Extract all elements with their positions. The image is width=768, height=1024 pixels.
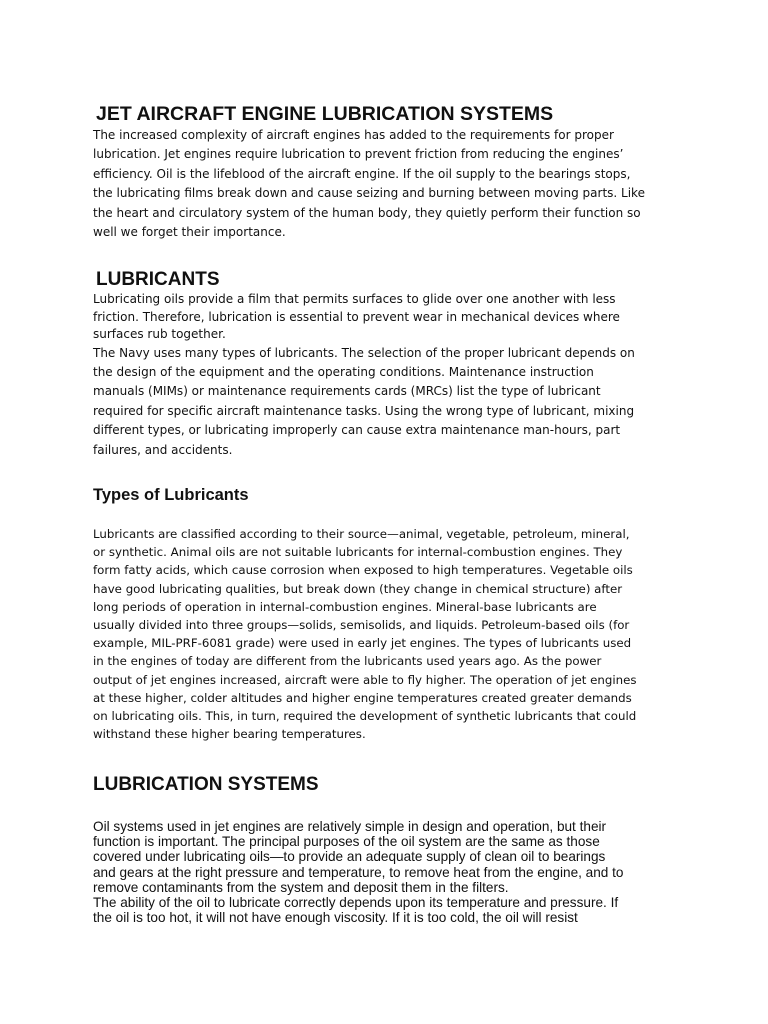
- text-line: well we forget their importance.: [93, 225, 286, 240]
- section-title-lubricants: LUBRICANTS: [96, 269, 220, 290]
- text-line: example, MIL-PRF-6081 grade) were used in early jet engines. The types of lubricants used: [93, 636, 632, 651]
- text-line: Lubricants are classified according to their source—animal, vegetable, petroleum, mineral,: [93, 527, 630, 541]
- text-line: the lubricating films break down and cause seizing and burning between moving parts. Like: [93, 186, 645, 201]
- text-line: and gears at the right pressure and temperature, to remove heat from the engine, and to: [93, 864, 624, 880]
- text-line: friction. Therefore, lubrication is essential to prevent wear in mechanical devices where: [93, 309, 620, 324]
- text-line: The ability of the oil to lubricate correctly depends upon its temperature and pressure. If: [93, 895, 619, 911]
- text-line: Lubricating oils provide a film that permits surfaces to glide over one another with less: [93, 292, 616, 306]
- text-line: The Navy uses many types of lubricants. The selection of the proper lubricant depends on: [93, 345, 635, 360]
- paragraph-types-of-lubricants: [93, 525, 637, 743]
- text-line: covered under lubricating oils—to provide an adequate supply of clean oil to bearings: [93, 849, 606, 865]
- text-line: The increased complexity of aircraft engines has added to the requirements for proper: [93, 128, 614, 142]
- text-line: Oil systems used in jet engines are relatively simple in design and operation, but their: [93, 819, 607, 834]
- text-line: the heart and circulatory system of the human body, they quietly perform their function so: [93, 205, 641, 220]
- text-line: lubrication. Jet engines require lubrication to prevent friction from reducing the engines’: [93, 147, 624, 162]
- text-line: surfaces rub together.: [93, 327, 226, 342]
- text-line: in the engines of today are different from the lubricants used years ago. As the power: [93, 654, 602, 669]
- text-line: different types, or lubricating improperly can cause extra maintenance man-hours, part: [93, 423, 621, 438]
- text-line: on lubricating oils. This, in turn, required the development of synthetic lubricants that could: [93, 709, 637, 724]
- text-line: the oil is too hot, it will not have enough viscosity. If it is too cold, the oil will resist: [93, 910, 578, 926]
- text-line: long periods of operation in internal-combustion engines. Mineral-base lubricants are: [93, 599, 597, 614]
- section-title-types-of-lubricants: Types of Lubricants: [93, 486, 249, 504]
- text-line: output of jet engines increased, aircraft were able to fly higher. The operation of jet engines: [93, 672, 637, 687]
- text-line: manuals (MIMs) or maintenance requirements cards (MRCs) list the type of lubricant: [93, 384, 601, 399]
- section-title-lubrication-systems: LUBRICATION SYSTEMS: [93, 774, 319, 795]
- text-line: failures, and accidents.: [93, 442, 233, 457]
- text-line: form fatty acids, which cause corrosion when exposed to high temperatures. Vegetable oils: [93, 563, 633, 578]
- text-line: have good lubricating qualities, but break down (they change in chemical structure) after: [93, 581, 623, 596]
- text-line: or synthetic. Animal oils are not suitable lubricants for internal-combustion engines. They: [93, 545, 623, 560]
- text-line: remove contaminants from the system and deposit them in the filters.: [93, 879, 509, 895]
- paragraph-lubrication-systems: [93, 819, 623, 925]
- text-line: the design of the equipment and the operating conditions. Maintenance instruction: [93, 364, 594, 379]
- section-title-jet-aircraft-engine-lubrication-systems: JET AIRCRAFT ENGINE LUBRICATION SYSTEMS: [96, 103, 554, 125]
- text-line: at these higher, colder altitudes and higher engine temperatures created greater demands: [93, 690, 632, 705]
- text-line: usually divided into three groups—solids, semisolids, and liquids. Petroleum-based oils (for: [93, 618, 630, 633]
- text-line: efficiency. Oil is the lifeblood of the aircraft engine. If the oil supply to the bearings stops,: [93, 166, 631, 181]
- text-line: required for specific aircraft maintenance tasks. Using the wrong type of lubricant, mixing: [93, 403, 635, 418]
- text-line: withstand these higher bearing temperatures.: [93, 727, 366, 742]
- paragraph-jet-aircraft-intro: [93, 126, 645, 242]
- text-line: function is important. The principal purposes of the oil system are the same as those: [93, 834, 600, 850]
- paragraph-lubricants: [93, 291, 635, 460]
